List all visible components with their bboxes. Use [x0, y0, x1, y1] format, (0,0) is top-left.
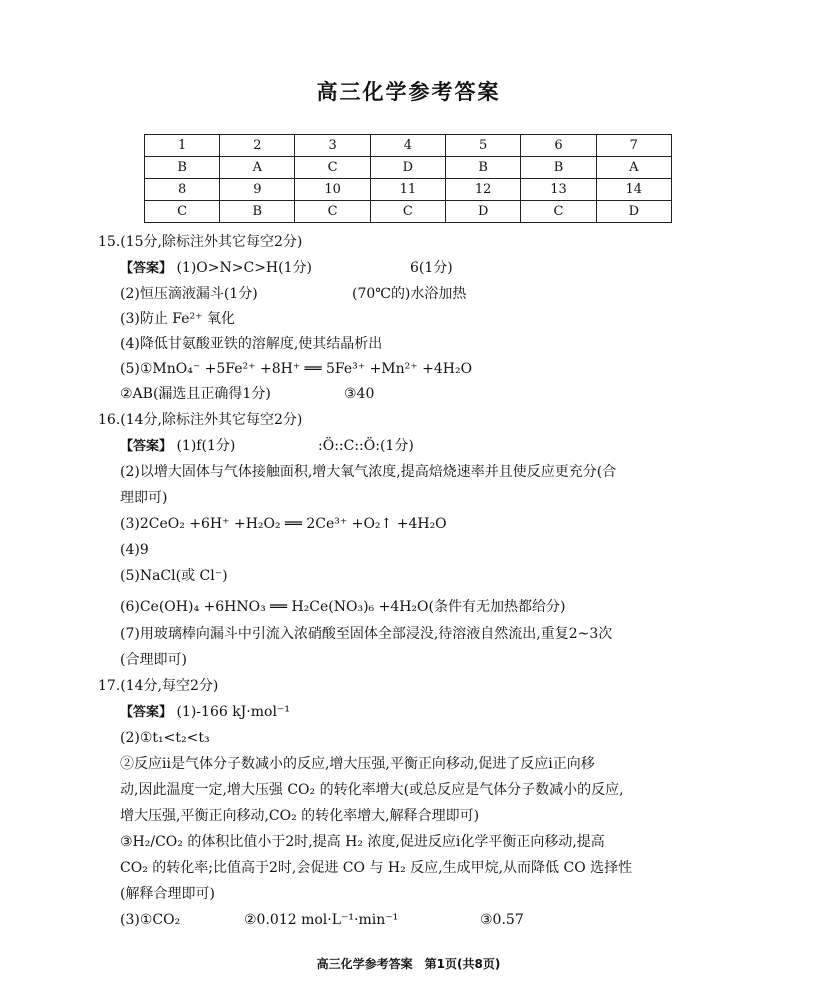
q15-a5: (5)①MnO₄⁻ +5Fe²⁺ +8H⁺ ══ 5Fe³⁺ +Mn²⁺ +4H₂O	[120, 361, 473, 377]
table-cell: 11	[370, 179, 445, 201]
q17-a4c: (解释合理即可)	[120, 886, 215, 902]
table-cell: C	[521, 201, 596, 223]
table-cell: 5	[446, 135, 521, 157]
q17-a5: (3)①CO₂	[120, 912, 181, 928]
table-cell: B	[145, 157, 220, 179]
q16-a1: (1)f(1分)	[176, 438, 236, 454]
table-row	[145, 157, 672, 179]
q16-a2b: 理即可)	[120, 490, 168, 506]
table-row	[145, 179, 672, 201]
table-cell: C	[295, 157, 370, 179]
q17-a2: (2)①t₁<t₂<t₃	[120, 730, 210, 746]
table-cell: 3	[295, 135, 370, 157]
table-cell: 14	[596, 179, 671, 201]
page-footer: 高三化学参考答案 第1页(共8页)	[316, 957, 501, 971]
q15-a4: (4)降低甘氨酸亚铁的溶解度,使其结晶析出	[120, 336, 383, 352]
table-cell: C	[370, 201, 445, 223]
q16-a1b: :Ö::C::Ö:(1分)	[318, 438, 414, 454]
q17-a3: ②反应ⅱ是气体分子数减小的反应,增大压强,平衡正向移动,促进了反应ⅰ正向移	[120, 756, 595, 772]
q16-a4: (4)9	[120, 542, 149, 558]
table-cell: B	[446, 157, 521, 179]
table-cell: 10	[295, 179, 370, 201]
q17-a3c: 增大压强,平衡正向移动,CO₂ 的转化率增大,解释合理即可)	[120, 808, 480, 824]
q17-a4: ③H₂/CO₂ 的体积比值小于2时,提高 H₂ 浓度,促进反应ⅰ化学平衡正向移动,提高	[120, 834, 605, 850]
q17-a4b: CO₂ 的转化率;比值高于2时,会促进 CO 与 H₂ 反应,生成甲烷,从而降低 CO 选择性	[120, 860, 633, 876]
table-cell: 6	[521, 135, 596, 157]
q16-a7: (7)用玻璃棒向漏斗中引流入浓硝酸至固体全部浸没,待溶液自然流出,重复2~3次	[120, 626, 613, 642]
q16-a3: (3)2CeO₂ +6H⁺ +H₂O₂ ══ 2Ce³⁺ +O₂↑ +4H₂O	[120, 516, 447, 532]
table-row	[145, 135, 672, 157]
q16-a7b: (合理即可)	[120, 652, 187, 668]
q15-header: 15.(15分,除标注外其它每空2分)	[98, 234, 303, 250]
table-cell: D	[596, 201, 671, 223]
answer-tag: 【答案】	[120, 261, 173, 276]
table-cell: 9	[220, 179, 295, 201]
table-cell: 1	[145, 135, 220, 157]
q17-a3b: 动,因此温度一定,增大压强 CO₂ 的转化率增大(或总反应是气体分子数减小的反应,	[120, 782, 624, 798]
answer-tag: 【答案】	[120, 705, 173, 720]
q15-a1: (1)O>N>C>H(1分)	[176, 260, 312, 276]
q15-a2: (2)恒压滴液漏斗(1分)	[120, 286, 258, 302]
q16-answer-line-1	[120, 436, 235, 457]
table-cell: D	[446, 201, 521, 223]
q15-a6b: ③40	[344, 386, 375, 402]
q15-a3: (3)防止 Fe²⁺ 氧化	[120, 311, 235, 327]
table-row	[145, 201, 672, 223]
q17-a5b: ②0.012 mol·L⁻¹·min⁻¹	[244, 912, 399, 928]
table-cell: 2	[220, 135, 295, 157]
table-cell: 7	[596, 135, 671, 157]
table-cell: A	[220, 157, 295, 179]
q17-a5c: ③0.57	[480, 912, 524, 928]
answer-tag: 【答案】	[120, 439, 173, 454]
table-cell: B	[220, 201, 295, 223]
q15-answer-line-1	[120, 258, 312, 279]
q15-a6: ②AB(漏选且正确得1分)	[120, 386, 271, 402]
q17-header: 17.(14分,每空2分)	[98, 678, 219, 694]
table-cell: C	[295, 201, 370, 223]
q17-a1: (1)-166 kJ·mol⁻¹	[176, 704, 290, 720]
q16-header: 16.(14分,除标注外其它每空2分)	[98, 412, 303, 428]
table-cell: B	[521, 157, 596, 179]
page-title: 高三化学参考答案	[316, 80, 501, 104]
table-cell: D	[370, 157, 445, 179]
q17-answer-line-1	[120, 702, 290, 723]
q16-a5: (5)NaCl(或 Cl⁻)	[120, 568, 228, 584]
q16-a6: (6)Ce(OH)₄ +6HNO₃ ══ H₂Ce(NO₃)₆ +4H₂O(条件有无加热都给分)	[120, 599, 566, 615]
answer-table	[144, 134, 672, 223]
table-cell: 12	[446, 179, 521, 201]
table-cell: A	[596, 157, 671, 179]
q16-a2: (2)以增大固体与气体接触面积,增大氧气浓度,提高焙烧速率并且使反应更充分(合	[120, 464, 617, 480]
table-cell: 8	[145, 179, 220, 201]
table-cell: C	[145, 201, 220, 223]
table-cell: 13	[521, 179, 596, 201]
table-cell: 4	[370, 135, 445, 157]
q15-a2b: (70℃的)水浴加热	[352, 286, 467, 302]
q15-a1b: 6(1分)	[410, 260, 453, 276]
